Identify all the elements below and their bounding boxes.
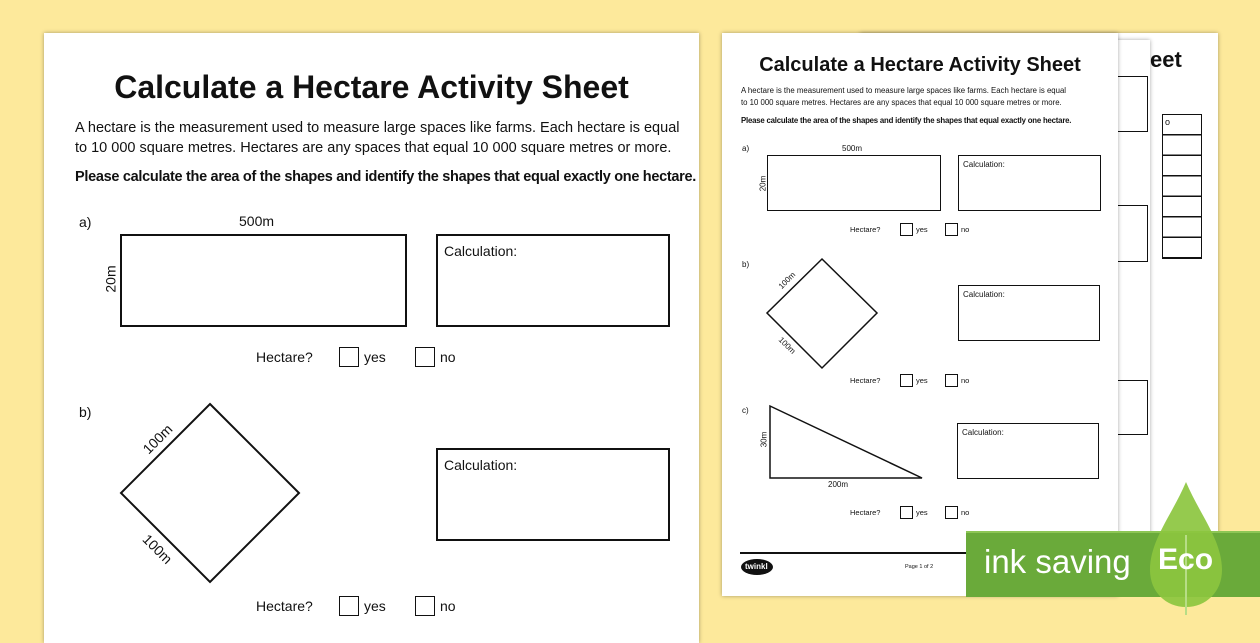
dimension-label: 30m	[759, 431, 769, 448]
dimension-label: 100m	[139, 530, 176, 568]
yes-label: yes	[916, 508, 928, 517]
page-title: Calculate a Hectare Activity Sheet	[759, 54, 1081, 76]
back-title-fragment: eet	[1150, 47, 1182, 72]
no-label: no	[961, 508, 970, 517]
dimension-label: 20m	[102, 265, 119, 293]
question-label: b)	[79, 404, 92, 420]
dimension-label: 100m	[776, 270, 798, 291]
intro-text: to 10 000 square metres. Hectares are any spaces that equal 10 000 square metres or more.	[75, 140, 672, 156]
dimension-label: 500m	[239, 213, 275, 229]
intro-text: A hectare is the measurement used to measure large spaces like farms. Each hectare is equal	[75, 120, 680, 136]
instruction: Please calculate the area of the shapes and identify the shapes that equal exactly one hectare.	[75, 169, 697, 185]
twinkl-logo-text: twinkl	[745, 562, 768, 571]
yes-label: yes	[916, 376, 928, 385]
question-label: c)	[742, 406, 749, 415]
calculation-label: Calculation:	[962, 428, 1004, 437]
calculation-label: Calculation:	[963, 290, 1005, 299]
hectare-question: Hectare?	[850, 376, 881, 385]
ink-saving-label: ink saving	[984, 543, 1131, 580]
page-number: Page 1 of 2	[905, 564, 934, 570]
question-label: b)	[742, 260, 750, 269]
page-title: Calculate a Hectare Activity Sheet	[114, 69, 629, 105]
hectare-question: Hectare?	[256, 598, 313, 614]
intro-text: A hectare is the measurement used to measure large spaces like farms. Each hectare is equal	[741, 86, 1067, 95]
dimension-label: 200m	[828, 480, 849, 489]
dimension-label: 100m	[776, 335, 798, 356]
no-label: no	[440, 349, 456, 365]
yes-label: yes	[364, 598, 386, 614]
hectare-question: Hectare?	[256, 349, 313, 365]
back-table-header: o	[1165, 117, 1171, 127]
dimension-label: 20m	[758, 175, 768, 192]
yes-label: yes	[364, 349, 386, 365]
yes-label: yes	[916, 225, 928, 234]
dimension-label: 500m	[842, 144, 863, 153]
eco-label: Eco	[1158, 543, 1214, 576]
calculation-label: Calculation:	[963, 160, 1005, 169]
instruction: Please calculate the area of the shapes and identify the shapes that equal exactly one hectare.	[741, 116, 1072, 125]
calculation-label: Calculation:	[444, 457, 518, 473]
no-label: no	[961, 376, 970, 385]
intro-text: to 10 000 square metres. Hectares are any spaces that equal 10 000 square metres or more.	[741, 98, 1062, 107]
calculation-label: Calculation:	[444, 243, 518, 259]
dimension-label: 100m	[139, 420, 176, 458]
question-label: a)	[742, 144, 750, 153]
hectare-question: Hectare?	[850, 225, 881, 234]
no-label: no	[440, 598, 456, 614]
question-label: a)	[79, 214, 92, 230]
no-label: no	[961, 225, 970, 234]
hectare-question: Hectare?	[850, 508, 881, 517]
